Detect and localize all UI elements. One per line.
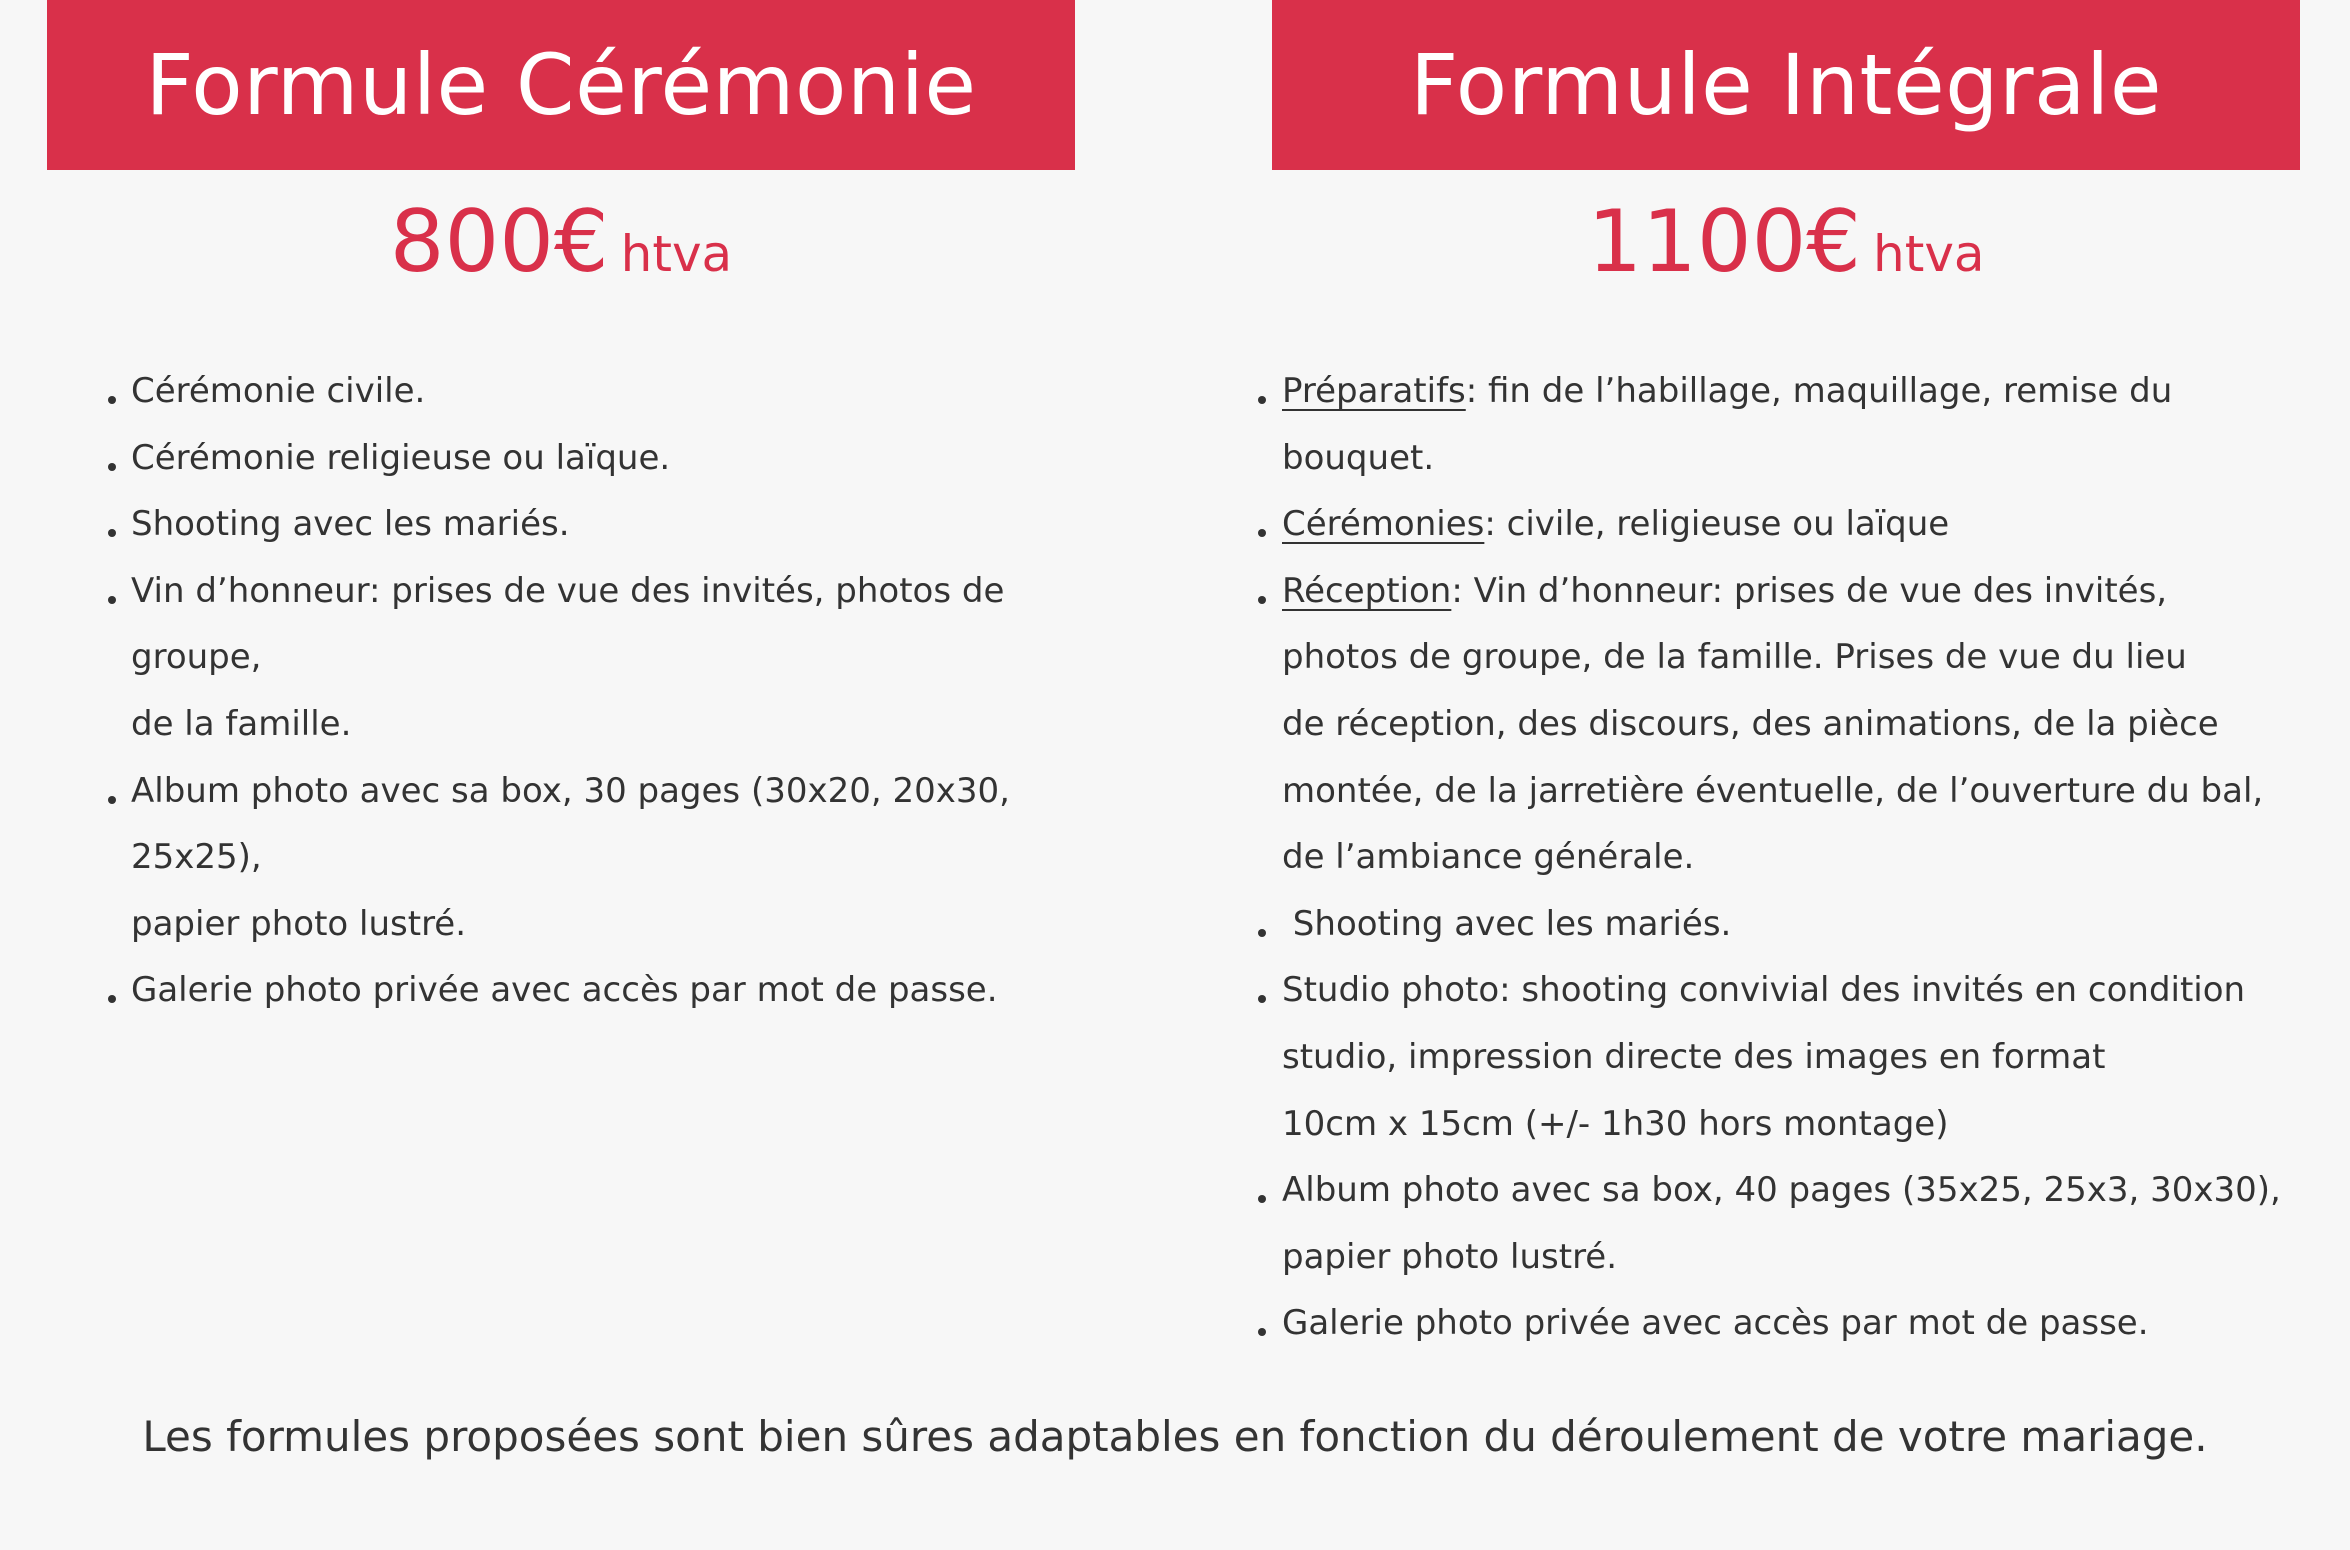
feature-list (1272, 358, 2300, 1357)
list-item: Vin d’honneur: prises de vue des invités, photos de groupe, de la famille. (47, 558, 1075, 758)
price-unit: htva (1873, 225, 1985, 283)
package-title: Formule Cérémonie (47, 0, 1075, 170)
package-title: Formule Intégrale (1272, 0, 2300, 170)
package-ceremonie (47, 0, 1075, 1024)
list-item: Galerie photo privée avec accès par mot de passe. (47, 957, 1075, 1024)
feature-list (47, 358, 1075, 1024)
price-amount: 1100€ (1587, 192, 1862, 292)
list-item: Album photo avec sa box, 40 pages (35x25, 25x3, 30x30), papier photo lustré. (1272, 1157, 2300, 1290)
price-amount: 800€ (389, 192, 609, 292)
list-item: Cérémonie religieuse ou laïque. (47, 425, 1075, 492)
package-price (1272, 192, 2300, 292)
list-item: Shooting avec les mariés. (1272, 891, 2300, 958)
footer-note: Les formules proposées sont bien sûres adaptables en fonction du déroulement de votre mariage. (142, 1412, 2208, 1461)
price-unit: htva (620, 225, 733, 283)
list-item: Studio photo: shooting convivial des invités en condition studio, impression directe des images en format 10cm x 15cm (+/- 1h30 hors montage) (1272, 957, 2300, 1157)
feature-term: Réception (1282, 570, 1452, 611)
feature-term: Cérémonies (1282, 504, 1485, 545)
list-item: Réception: Vin d’honneur: prises de vue des invités, photos de groupe, de la famille. Prises de vue du lieu de réception, des discours, des animations, de la pièce montée, de la jarretière éventuelle, de l’ouverture du bal, de l’ambiance générale. (1272, 558, 2300, 891)
list-item: Album photo avec sa box, 30 pages (30x20, 20x30, 25x25), papier photo lustré. (47, 758, 1075, 958)
list-item: Préparatifs: fin de l’habillage, maquillage, remise du bouquet. (1272, 358, 2300, 491)
list-item: Cérémonie civile. (47, 358, 1075, 425)
list-item: Cérémonies: civile, religieuse ou laïque (1272, 491, 2300, 558)
package-price (47, 192, 1075, 292)
list-item: Shooting avec les mariés. (47, 491, 1075, 558)
list-item: Galerie photo privée avec accès par mot de passe. (1272, 1290, 2300, 1357)
package-integrale (1272, 0, 2300, 1357)
feature-term: Préparatifs (1282, 371, 1466, 411)
